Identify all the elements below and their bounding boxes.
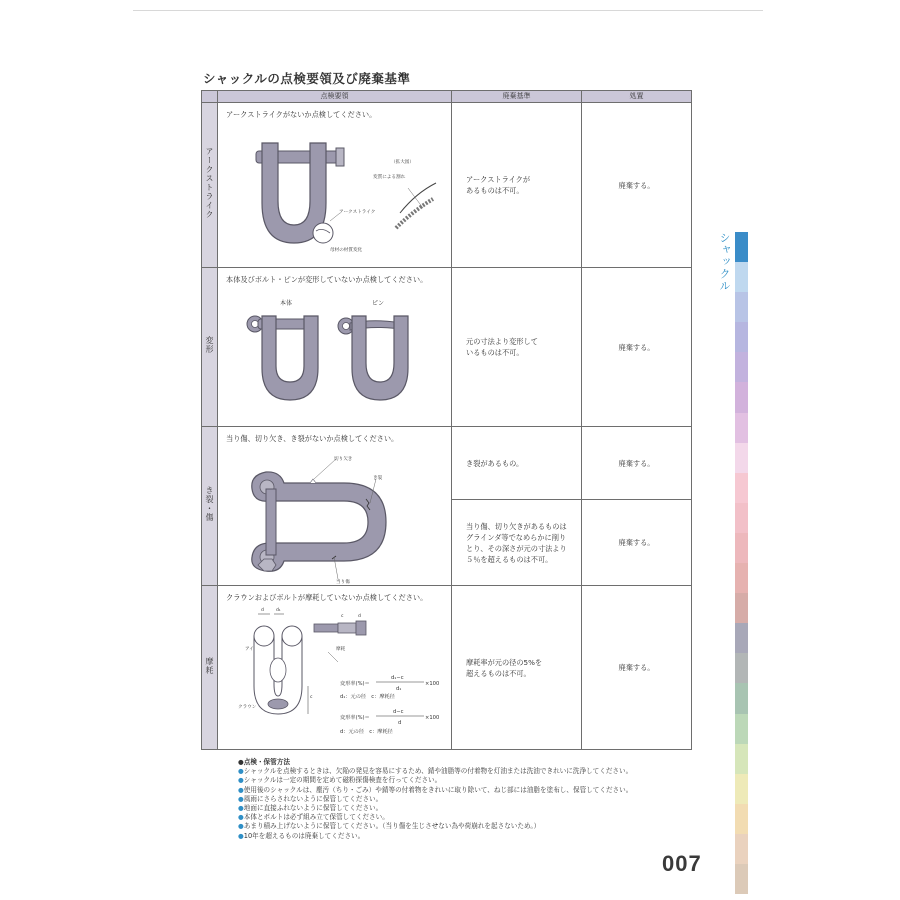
formula2-num: d−c — [393, 709, 404, 715]
formula2-legend: d：元の径 c：摩耗径 — [340, 729, 393, 735]
index-color-segment — [735, 322, 748, 352]
index-color-segment — [735, 352, 748, 382]
list-item: ●本体とボルトは必ず組み立て保管してください。 — [238, 813, 389, 822]
index-color-segment — [735, 683, 748, 713]
index-color-segment — [735, 593, 748, 623]
svg-text:c: c — [310, 695, 313, 700]
list-item: ●使用後のシャックルは、塵汚（ちり・ごみ）や錆等の付着物をきれいに取り除いて、ねじ部には油脂を塗布し、保管してください。 — [238, 785, 633, 794]
table-header-row — [202, 91, 692, 103]
shackle-body-2 — [352, 316, 408, 400]
index-color-segment — [735, 563, 748, 593]
wear-illustration — [218, 586, 452, 750]
section-index-bar — [735, 232, 748, 894]
label-notch: 切り欠き — [334, 457, 353, 462]
label-change: 変質による割れ — [373, 175, 406, 180]
action-cell: 廃棄する。 — [582, 103, 692, 268]
label-pin: ピン — [372, 300, 385, 307]
point-cell — [218, 103, 452, 268]
category-cell — [202, 586, 218, 750]
section-tab-label: シャックル — [718, 232, 731, 292]
table-row-crack — [202, 427, 692, 500]
label-body: 本体 — [280, 300, 293, 307]
bullet-icon: ● — [238, 831, 244, 840]
criteria-cell: き裂があるもの。 — [452, 427, 582, 500]
list-item: ●風雨にさらされないように保管してください。 — [238, 794, 383, 803]
index-color-segment — [735, 413, 748, 443]
point-text: 当り傷、切り欠き、き裂がないか点検してください。 — [226, 434, 399, 443]
category-cell — [202, 268, 218, 427]
criteria-cell: 元の寸法より変形して いるものは不可。 — [452, 268, 582, 427]
index-color-segment — [735, 774, 748, 804]
point-cell — [218, 268, 452, 427]
list-item: ●シャックルは一定の期間を定めて磁粉探傷検査を行ってください。 — [238, 776, 442, 785]
action-cell: 廃棄する。 — [582, 427, 692, 500]
index-color-segment — [735, 232, 748, 262]
bullet-icon: ● — [238, 813, 244, 822]
page-top-rule — [133, 10, 763, 11]
svg-text:d: d — [261, 608, 264, 613]
bullet-icon: ● — [238, 785, 244, 794]
index-color-segment — [735, 503, 748, 533]
list-item: ●あまり積み上げないように保管してください。（当り傷を生じさせない為や荷崩れを起さないため。） — [238, 822, 541, 831]
svg-text:d₁: d₁ — [276, 608, 281, 613]
crack-shackle-pin — [266, 489, 276, 555]
formula2-right: ×100 — [425, 715, 440, 721]
point-text: アークストライクがないか点検してください。 — [226, 110, 377, 119]
table-row-wear — [202, 586, 692, 750]
category-label: アークストライク — [205, 147, 214, 219]
zoom-texture — [396, 199, 433, 228]
inspection-notes — [238, 758, 632, 841]
header-points: 点検要領 — [218, 91, 452, 103]
bullet-icon: ● — [238, 804, 244, 813]
index-color-segment — [735, 473, 748, 503]
action-cell: 廃棄する。 — [582, 268, 692, 427]
index-color-segment — [735, 443, 748, 473]
index-color-segment — [735, 382, 748, 412]
criteria-cell: アークストライクが あるものは不可。 — [452, 103, 582, 268]
index-color-segment — [735, 653, 748, 683]
arc-strike-illustration — [218, 103, 452, 268]
label-arc: アークストライク — [339, 210, 376, 215]
inspection-table — [201, 90, 692, 750]
index-color-segment — [735, 864, 748, 894]
crack-illustration — [218, 427, 452, 585]
category-cell — [202, 103, 218, 268]
formula2-den: d — [398, 720, 402, 726]
page-title: シャックルの点検要領及び廃棄基準 — [203, 71, 411, 86]
bullet-icon: ● — [238, 822, 244, 831]
index-color-segment — [735, 744, 748, 774]
bolt-head — [356, 621, 366, 635]
index-color-segment — [735, 834, 748, 864]
header-category-blank — [202, 91, 218, 103]
label-zoom: （拡大図） — [391, 160, 414, 165]
bullet-icon: ● — [238, 767, 244, 776]
notch-mark — [310, 479, 316, 483]
label-crack: き裂 — [373, 476, 383, 481]
crown-wear-area — [268, 699, 288, 709]
list-item: ●シャックルを点検するときは、欠陥の発見を容易にするため、錆や油脂等の付着物を灯油または洗油できれいに洗浄してください。 — [238, 767, 633, 776]
index-color-segment — [735, 804, 748, 834]
point-text: クラウンおよびボルトが摩耗していないか点検してください。 — [226, 593, 428, 602]
criteria-cell: 当り傷、切り欠きがあるものは グラインダ等でなめらかに削り とり、その深さが元の寸法より ５％を超えるものは不可。 — [452, 500, 582, 586]
criteria-cell: 摩耗率が元の径の5%を 超えるものは不可。 — [452, 586, 582, 750]
formula1-left: 変形率(%)＝ — [340, 681, 370, 687]
formula1-legend: d₁：元の径 c：摩耗径 — [340, 694, 395, 700]
bolt-thread — [314, 624, 338, 632]
category-label: き裂・傷 — [205, 486, 214, 522]
index-color-segment — [735, 292, 748, 322]
formula2-left: 変形率(%)＝ — [340, 715, 370, 721]
svg-text:d: d — [358, 614, 361, 619]
bullet-icon: ● — [238, 776, 244, 785]
label-crown: クラウン — [238, 705, 257, 710]
formula1-den: d₁ — [396, 686, 402, 692]
action-cell: 廃棄する。 — [582, 500, 692, 586]
index-color-segment — [735, 623, 748, 653]
header-action: 処置 — [582, 91, 692, 103]
label-dent: 当り傷 — [336, 580, 350, 585]
pin-head — [336, 148, 344, 166]
formula1-right: ×100 — [425, 681, 440, 687]
table-row-deformation — [202, 268, 692, 427]
bullet-icon: ● — [238, 794, 244, 803]
header-criteria: 廃棄基準 — [452, 91, 582, 103]
index-color-segment — [735, 714, 748, 744]
index-color-segment — [735, 533, 748, 563]
index-color-segment — [735, 262, 748, 292]
category-cell — [202, 427, 218, 586]
category-label: 変形 — [205, 336, 214, 354]
label-material: 母材の材質変化 — [330, 248, 363, 253]
formula1-num: d₁−c — [391, 675, 404, 681]
notes-heading: ●点検・保管方法 — [238, 758, 290, 766]
point-text: 本体及びボルト・ピンが変形していないか点検してください。 — [226, 275, 428, 284]
page-number: 007 — [662, 851, 702, 876]
point-cell — [218, 586, 452, 750]
deformation-illustration — [218, 268, 452, 427]
list-item: ●地面に直接ふれないように保管してください。 — [238, 804, 383, 813]
label-eye: アイ — [245, 647, 254, 652]
point-cell — [218, 427, 452, 586]
action-cell: 廃棄する。 — [582, 586, 692, 750]
category-label: 摩耗 — [205, 656, 214, 675]
table-row-arc-strike — [202, 103, 692, 268]
list-item: ●10年を超えるものは廃棄してください。 — [238, 831, 365, 840]
svg-text:c: c — [341, 614, 344, 619]
label-wear: 摩耗 — [336, 647, 346, 652]
